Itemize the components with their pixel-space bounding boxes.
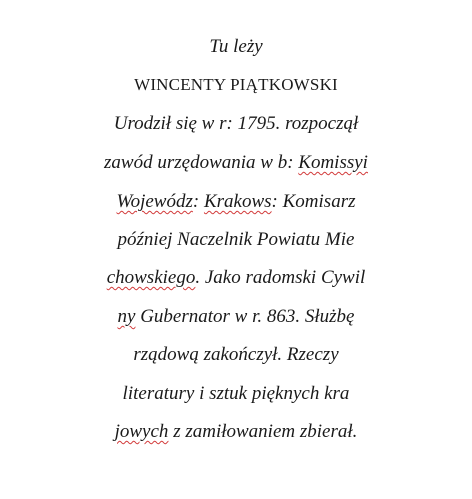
misspelled-word-ny[interactable]: ny	[117, 306, 136, 327]
line-5-text: : Komisarz	[271, 191, 356, 212]
inscription-line-4	[0, 151, 472, 175]
line-4-text: zawód urzędowania w b:	[104, 152, 299, 173]
misspelled-word-chowskiego[interactable]: chowskiego	[106, 267, 196, 288]
inscription-line-7	[0, 266, 472, 290]
inscription-line-3: Urodził się w r: 1795. rozpoczął	[113, 113, 359, 134]
misspelled-word-krakows[interactable]: Krakows	[203, 191, 272, 212]
inscription-line-5	[0, 190, 472, 214]
line-5-separator: :	[192, 191, 204, 212]
inscription-line-6: później Naczelnik Powiatu Mie	[117, 229, 355, 250]
misspelled-word-wojewodz[interactable]: Wojewódz	[116, 191, 193, 212]
inscription-line-11	[0, 420, 472, 444]
line-7-text: . Jako radomski Cywil	[195, 267, 366, 288]
inscription-line-1: Tu leży	[209, 36, 263, 57]
inscription-name-title: WINCENTY PIĄTKOWSKI	[134, 75, 338, 94]
inscription-line-10: literatury i sztuk pięknych kra	[122, 383, 350, 404]
line-8-text: Gubernator w r. 863. Służbę	[135, 306, 355, 327]
inscription-line-8	[0, 305, 472, 329]
misspelled-word-komissyi[interactable]: Komissyi	[298, 152, 368, 173]
inscription-line-9: rządową zakończył. Rzeczy	[133, 344, 339, 365]
misspelled-word-jowych[interactable]: jowych	[114, 421, 169, 442]
line-11-text: z zamiłowaniem zbierał.	[168, 421, 358, 442]
